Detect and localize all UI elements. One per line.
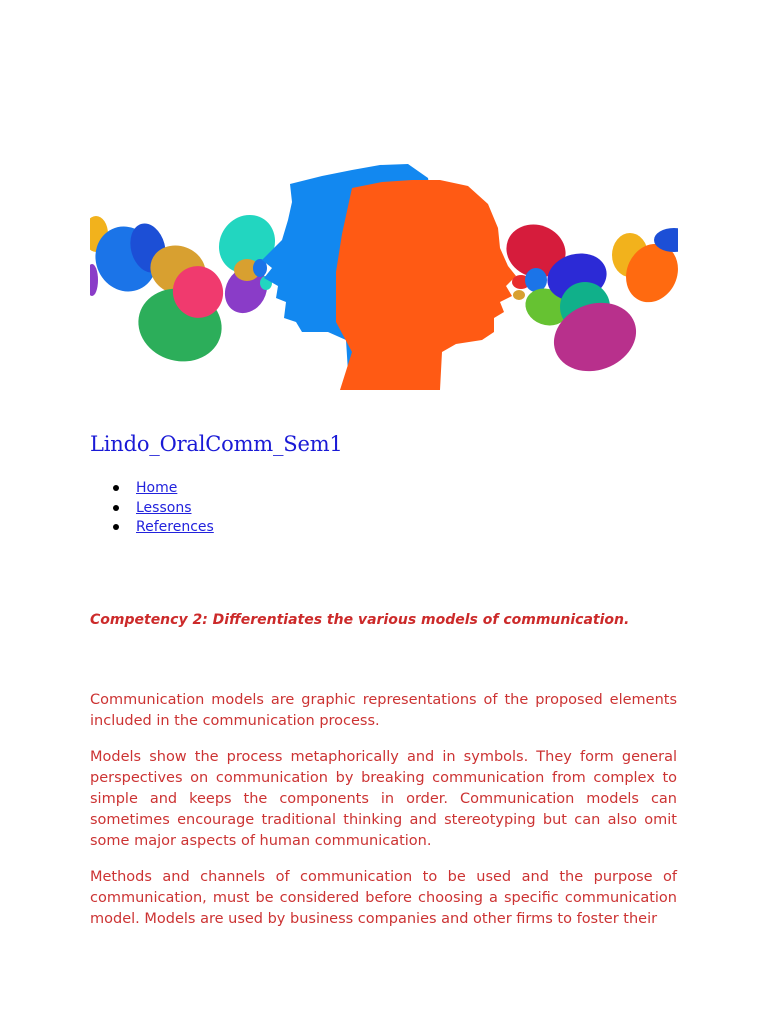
- nav-link-references[interactable]: References: [136, 519, 214, 535]
- paragraph-1: Communication models are graphic representations of the proposed elements included in the communication process.: [90, 692, 677, 729]
- main-content: [90, 690, 677, 945]
- competency-heading: Competency 2: Differentiates the various models of communication.: [90, 612, 630, 628]
- left-speech-blobs-icon: [90, 204, 286, 371]
- paragraph-3: Methods and channels of communication to be used and the purpose of communication, must be considered before choosing a specific communication model. Models are used by business companies and other firms to foster their: [90, 869, 677, 927]
- nav-item-lessons: [136, 499, 214, 519]
- nav-link-home[interactable]: Home: [136, 480, 178, 496]
- paragraph-2: Models show the process metaphorically and in symbols. They form general perspectives on communication by breaking communication from complex to simple and keeps the components in order. Communication models can sometimes encourage traditional thinking and stereotyping but can also omit some major aspects of human communication.: [90, 749, 677, 849]
- nav-item-home: [136, 479, 214, 499]
- site-nav: [90, 479, 214, 538]
- right-head-icon: [336, 180, 516, 390]
- nav-item-references: [136, 518, 214, 538]
- nav-link-lessons[interactable]: Lessons: [136, 499, 192, 516]
- header-banner-image: [90, 162, 678, 392]
- site-title: Lindo_OralComm_Sem1: [90, 432, 343, 456]
- right-speech-blobs-icon: [499, 216, 678, 382]
